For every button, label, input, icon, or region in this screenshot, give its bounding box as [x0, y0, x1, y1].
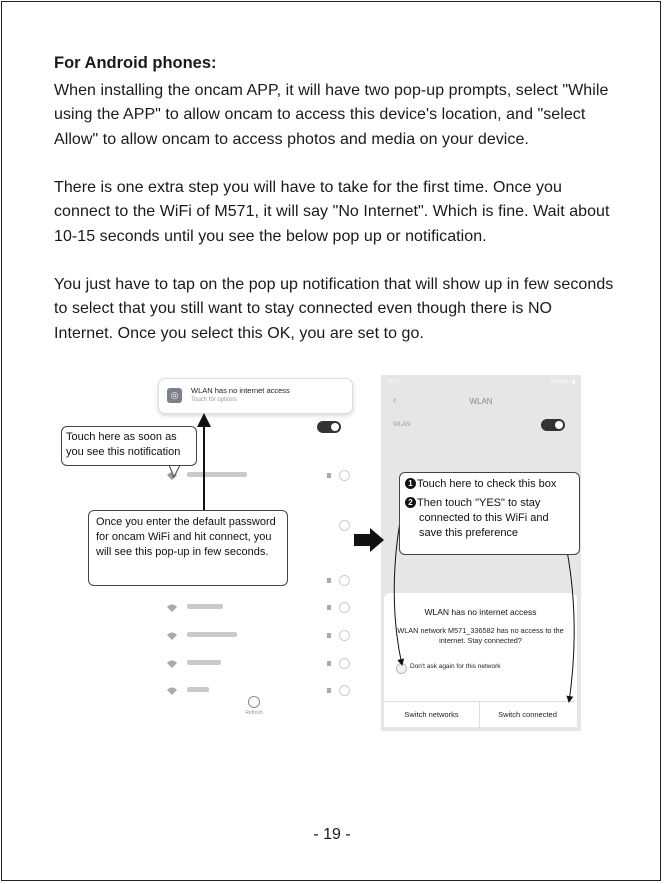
switch-connected-button[interactable]: Switch connected: [480, 701, 575, 728]
paragraph-install-prompts: When installing the oncam APP, it will have two pop-up prompts, select "While using the APP" to allow oncam to access this device's location, and "select Allow" to allow oncam to access photos and media on your device.: [54, 82, 609, 148]
wifi-icon: [167, 687, 177, 695]
status-bar: [381, 375, 581, 389]
status-indicators: 0.00K/s · ▮: [550, 379, 575, 385]
step2-line2: connected to this WiFi and: [419, 512, 549, 524]
step-number-1: 1: [405, 478, 416, 489]
wifi-icon: [167, 604, 177, 612]
notification-subtitle: Touch for options: [191, 397, 237, 403]
status-time: 10:27: [387, 379, 400, 385]
refresh-label: Refresh: [245, 710, 263, 716]
wifi-network-row: [167, 630, 347, 644]
section-heading: For Android phones:: [54, 54, 217, 72]
dialog-message: WLAN network M571_336582 has no access to the internet. Stay connected?: [397, 626, 564, 645]
wlan-screen-title: WLAN: [469, 397, 493, 406]
no-internet-notification[interactable]: [158, 378, 353, 414]
dont-ask-checkbox[interactable]: [396, 663, 407, 674]
switch-networks-button[interactable]: Switch networks: [384, 701, 480, 728]
wifi-icon: [167, 472, 177, 480]
wifi-icon: [167, 660, 177, 668]
wlan-toggle[interactable]: [541, 419, 565, 431]
callout-touch-notification: Touch here as soon as you see this notification: [61, 426, 197, 466]
paragraph-extra-step: There is one extra step you will have to take for the first time. Once you connect to the WiFi of M571, it will say "No Internet". Which is fine. Wait about 10-15 seconds until you see the below pop up or notification.: [54, 179, 610, 245]
wifi-network-row: [167, 658, 347, 672]
paragraph-tap-notification: You just have to tap on the pop up notification that will show up in few seconds to select that you still want to stay connected even though there is NO Internet. Once you select this OK, you are set to go.: [54, 276, 614, 342]
step-number-2: 2: [405, 497, 416, 508]
wifi-icon: [167, 632, 177, 640]
network-icon: ◎: [167, 388, 182, 403]
back-icon[interactable]: ‹: [393, 395, 397, 406]
notification-title: WLAN has no internet access: [191, 386, 290, 395]
no-internet-dialog: [384, 593, 577, 727]
refresh-button[interactable]: [236, 696, 272, 716]
step2-line3: save this preference: [419, 527, 519, 539]
refresh-icon: [248, 696, 260, 708]
wifi-network-row: [167, 602, 347, 616]
wlan-label: WLAN: [393, 422, 411, 428]
dialog-title: WLAN has no internet access: [424, 607, 537, 617]
wifi-network-row: [167, 470, 347, 484]
wlan-toggle: [317, 421, 341, 433]
step1-text: Touch here to check this box: [417, 478, 557, 490]
step2-line1: Then touch "YES" to stay: [417, 497, 541, 509]
callout-steps: [399, 472, 580, 555]
page-number: - 19 -: [313, 826, 351, 843]
dont-ask-label: Don't ask again for this network: [410, 663, 501, 670]
callout-enter-password: Once you enter the default password for oncam WiFi and hit connect, you will see this pop-up in few seconds.: [88, 510, 288, 586]
